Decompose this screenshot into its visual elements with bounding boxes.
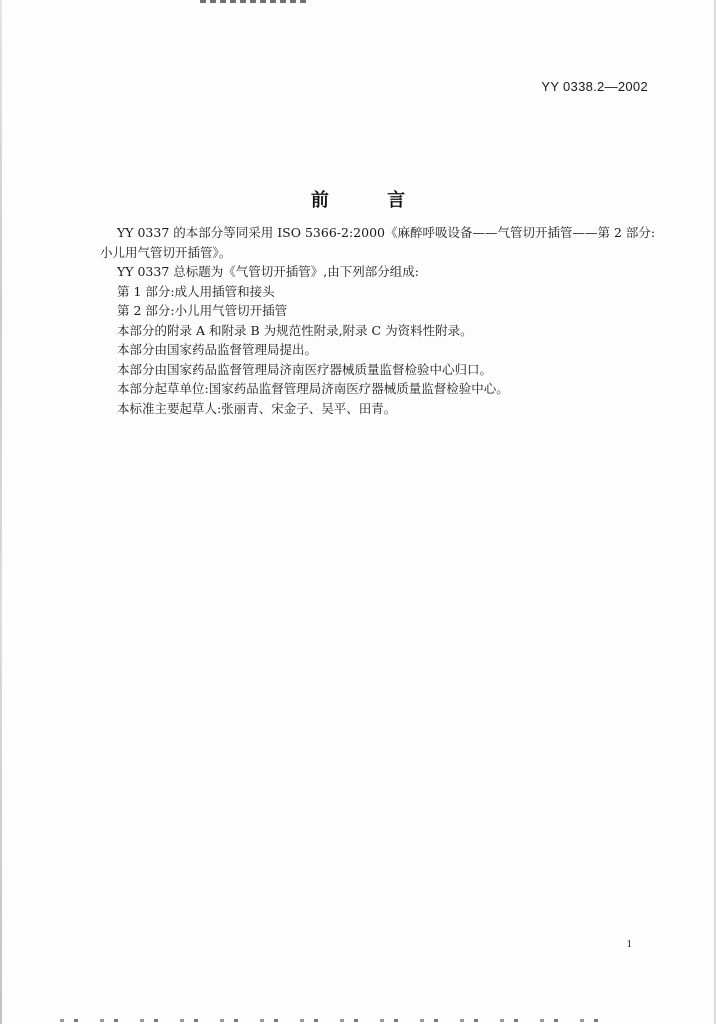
paragraph-general-title: YY 0337 总标题为《气管切开插管》,由下列部分组成: [117,264,419,279]
scan-edge-left [0,0,2,1024]
paragraph-proposed-by: 本部分由国家药品监督管理局提出。 [117,342,318,357]
paragraph-adoption: YY 0337 的本部分等同采用 ISO 5366-2:2000《麻醉呼吸设备——气管切开插管——第 2 部分:小儿用气管切开插管》。 [100,225,656,260]
paragraph-annexes: 本部分的附录 A 和附录 B 为规范性附录,附录 C 为资料性附录。 [117,322,473,338]
paragraph-drafters: 本标准主要起草人:张丽青、宋金子、吴平、田青。 [117,400,397,416]
scan-bottom-marks [60,1019,620,1022]
paragraph-part-1: 第 1 部分:成人用插管和接头 [117,283,275,299]
preface-body [100,223,660,418]
paragraph-drafting-unit: 本部分起草单位:国家药品监督管理局济南医疗器械质量监督检验中心。 [117,381,509,396]
page-title: 前 言 [310,190,432,211]
standard-number: YY 0338.2—2002 [541,79,648,94]
page-number: 1 [626,938,632,950]
scan-top-marks [200,0,310,3]
paragraph-part-2: 第 2 部分:小儿用气管切开插管 [117,303,288,318]
paragraph-technical-committee: 本部分由国家药品监督管理局济南医疗器械质量监督检验中心归口。 [117,361,493,377]
